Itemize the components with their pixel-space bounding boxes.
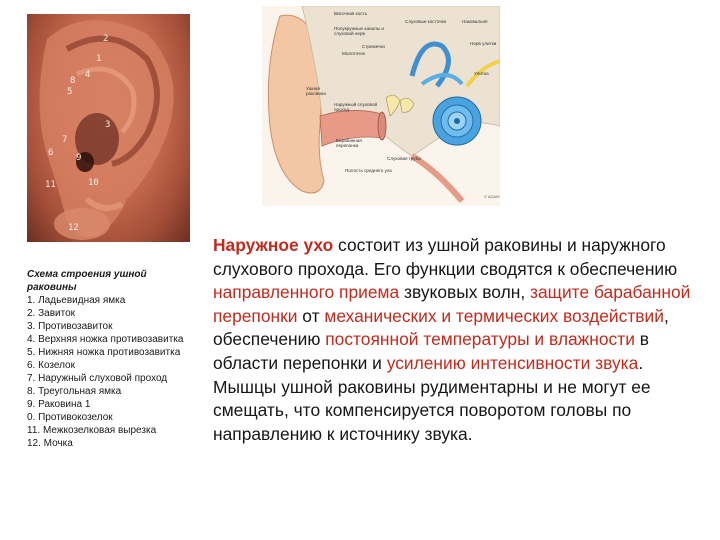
diagram-label-eustachian-tube: Слуховая труба xyxy=(387,156,421,161)
diagram-label-cochlea: Улитка xyxy=(474,71,489,76)
diagram-label-ossicles: Слуховые косточки xyxy=(405,19,447,24)
ear-label-2: 2 xyxy=(103,34,109,44)
legend-item: 3. Противозавиток xyxy=(27,321,113,332)
diagram-label-auricle: Ушная раковина xyxy=(306,86,326,96)
diagram-label-incus: Наковальня xyxy=(462,19,488,24)
diagram-label-ear-canal: Наружный слуховой проход xyxy=(334,102,378,112)
ear-label-7: 7 xyxy=(62,135,68,145)
legend-item: 9. Раковина 1 xyxy=(27,399,91,410)
term-directional-reception: направленного приема xyxy=(213,282,400,303)
text-run: состоит из ушной раковины и наружного слухового прохода. Его функции сводятся к обеспечению xyxy=(213,235,678,279)
main-text xyxy=(213,234,711,446)
legend-item: 11. Межкозелковая вырезка xyxy=(27,425,157,436)
diagram-label-middle-ear: Полость среднего уха xyxy=(345,168,392,173)
text-run: , обеспечению xyxy=(213,305,669,350)
diagram-label-malleus: Молоточек xyxy=(342,51,365,56)
ear-label-9: 9 xyxy=(76,153,82,163)
ear-label-6: 6 xyxy=(48,148,54,158)
text-run: звуковых волн, xyxy=(399,282,531,303)
legend-item: 2. Завиток xyxy=(27,308,76,319)
diagram-label-stapes: Стремечко xyxy=(362,44,386,49)
ear-label-1: 1 xyxy=(96,54,102,64)
legend-item: 12. Мочка xyxy=(27,438,73,449)
text-run: . xyxy=(638,352,644,373)
diagram-copyright: © ADAM xyxy=(484,194,500,199)
legend-item: 7. Наружный слуховой проход xyxy=(27,373,168,384)
ear-label-11: 11 xyxy=(45,180,56,190)
ear-legend xyxy=(27,268,192,450)
legend-title: Схема строения ушной раковины xyxy=(27,269,147,293)
term-temperature-humidity: постоянной температуры и влажности xyxy=(325,329,635,350)
term-outer-ear: Наружное ухо xyxy=(213,235,334,255)
diagram-label-canals-nerve: Полукружные каналы и слуховой нерв xyxy=(334,26,384,36)
ear-photo xyxy=(27,14,190,242)
paragraph-muscles: Мышцы ушной раковины рудиментарны и не могут ее смещать, что компенсируется поворотом головы по направлению к источнику звука. xyxy=(213,376,651,444)
ear-label-12: 12 xyxy=(68,223,79,233)
term-eardrum-protection: защите барабанной перепонки xyxy=(213,282,691,326)
text-run: от xyxy=(297,305,325,326)
diagram-label-cochlear-nerve: Нерв улитки xyxy=(470,41,497,46)
term-sound-amplification: усилению интенсивности звука xyxy=(386,352,639,373)
text-run: в области перепонки и xyxy=(213,329,649,373)
legend-item: 4. Верхняя ножка противозавитка xyxy=(27,334,184,345)
legend-list xyxy=(27,294,192,450)
ear-label-3: 3 xyxy=(105,120,111,130)
term-mechanical-thermal: механических и термических воздействий xyxy=(324,305,664,326)
legend-item: 5. Нижняя ножка противозавитка xyxy=(27,347,181,358)
ear-label-8: 8 xyxy=(70,76,76,86)
paragraph-outer-ear xyxy=(213,234,711,376)
ear-label-4: 4 xyxy=(85,70,91,80)
legend-item: 0. Противокозелок xyxy=(27,412,113,423)
ear-label-10: 10 xyxy=(88,178,99,188)
diagram-label-temporal-bone: Височная кость xyxy=(334,11,368,16)
legend-item: 6. Козелок xyxy=(27,360,75,371)
diagram-label-eardrum: Барабанная перепонка xyxy=(336,138,362,148)
legend-item: 1. Ладьевидная ямка xyxy=(27,295,126,306)
ear-label-5: 5 xyxy=(67,87,73,97)
ear-anatomy-diagram xyxy=(262,6,500,206)
legend-item: 8. Треугольная ямка xyxy=(27,386,122,397)
